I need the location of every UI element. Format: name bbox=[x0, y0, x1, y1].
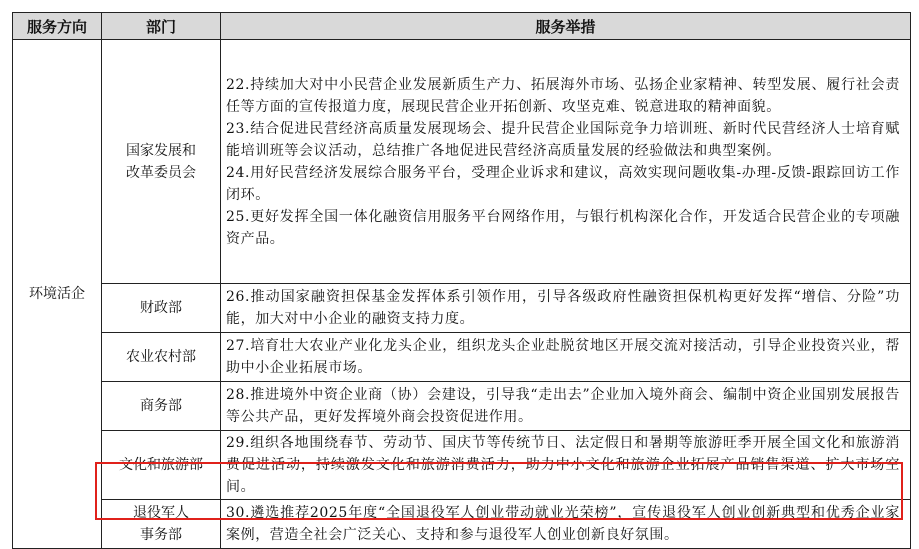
department-name-line: 文化和旅游部 bbox=[119, 457, 203, 473]
document-page bbox=[12, 12, 910, 549]
service-measures-table bbox=[12, 12, 911, 549]
measure-item-22: 22.持续加大对中小民营企业发展新质生产力、拓展海外市场、弘扬企业家精神、转型发展、履行社会责任等方面的宣传报道力度，展现民营企业开拓创新、攻坚克难、锐意进取的精神面貌。 bbox=[226, 76, 900, 115]
department-name-line: 财政部 bbox=[140, 300, 182, 316]
measures-cell-agriculture bbox=[221, 333, 911, 382]
table-row bbox=[13, 284, 911, 333]
measures-cell-culture-tourism bbox=[221, 431, 911, 500]
table-row bbox=[13, 500, 911, 549]
measure-item-24: 24.用好民营经济发展综合服务平台，受理企业诉求和建议，高效实现问题收集-办理-反馈-跟踪回访工作闭环。 bbox=[226, 164, 900, 203]
measures-cell-ndrc bbox=[221, 40, 911, 284]
service-direction-label: 环境活企 bbox=[29, 286, 85, 302]
measure-item-30: 30.遴选推荐2025年度“全国退役军人创业带动就业光荣榜”，宣传退役军人创业创新典型和优秀企业家案例，营造全社会广泛关心、支持和参与退役军人创业创新良好氛围。 bbox=[226, 505, 900, 543]
table-row bbox=[13, 431, 911, 500]
measure-item-26: 26.推动国家融资担保基金发挥体系引领作用，引导各级政府性融资担保机构更好发挥“增信、分险”功能，加大对中小企业的融资支持力度。 bbox=[226, 289, 900, 327]
department-name-line: 国家发展和 bbox=[126, 142, 196, 159]
department-cell-ndrc bbox=[102, 40, 221, 284]
measures-cell-veterans bbox=[221, 500, 911, 549]
measure-item-23: 23.结合促进民营经济高质量发展现场会、提升民营企业国际竞争力培训班、新时代民营经济人士培育赋能培训班等会议活动，总结推广各地促进民营经济高质量发展的经验做法和典型案例。 bbox=[226, 120, 900, 159]
department-cell-veterans bbox=[102, 500, 221, 549]
measure-item-27: 27.培育壮大农业产业化龙头企业，组织龙头企业赴脱贫地区开展交流对接活动，引导企业投资兴业，帮助中小企业拓展市场。 bbox=[226, 338, 900, 376]
table-row bbox=[13, 333, 911, 382]
department-name-line: 商务部 bbox=[140, 398, 182, 414]
table-row bbox=[13, 382, 911, 431]
measure-item-28: 28.推进境外中资企业商（协）会建设，引导我“走出去”企业加入境外商会、编制中资企业国别发展报告等公共产品，更好发挥境外商会投资促进作用。 bbox=[226, 387, 900, 425]
measures-cell-finance bbox=[221, 284, 911, 333]
service-direction-cell bbox=[13, 40, 102, 549]
table-row bbox=[13, 40, 911, 284]
table-header-row bbox=[13, 13, 911, 40]
department-cell-culture-tourism bbox=[102, 431, 221, 500]
department-cell-finance bbox=[102, 284, 221, 333]
header-service-measures: 服务举措 bbox=[221, 13, 911, 40]
department-name-line: 退役军人 bbox=[133, 505, 189, 521]
department-name-line: 改革委员会 bbox=[126, 164, 196, 181]
measure-item-29: 29.组织各地围绕春节、劳动节、国庆节等传统节日、法定假日和暑期等旅游旺季开展全国文化和旅游消费促进活动，持续激发文化和旅游消费活力，助力中小文化和旅游企业拓展产品销售渠道、扩大市场空间。 bbox=[226, 435, 900, 495]
department-name-line: 事务部 bbox=[140, 527, 182, 543]
header-service-direction: 服务方向 bbox=[13, 13, 102, 40]
header-department: 部门 bbox=[102, 13, 221, 40]
department-name-line: 农业农村部 bbox=[126, 349, 196, 365]
measures-cell-commerce bbox=[221, 382, 911, 431]
measure-item-25: 25.更好发挥全国一体化融资信用服务平台网络作用，与银行机构深化合作，开发适合民营企业的专项融资产品。 bbox=[226, 208, 900, 247]
department-cell-agriculture bbox=[102, 333, 221, 382]
department-cell-commerce bbox=[102, 382, 221, 431]
